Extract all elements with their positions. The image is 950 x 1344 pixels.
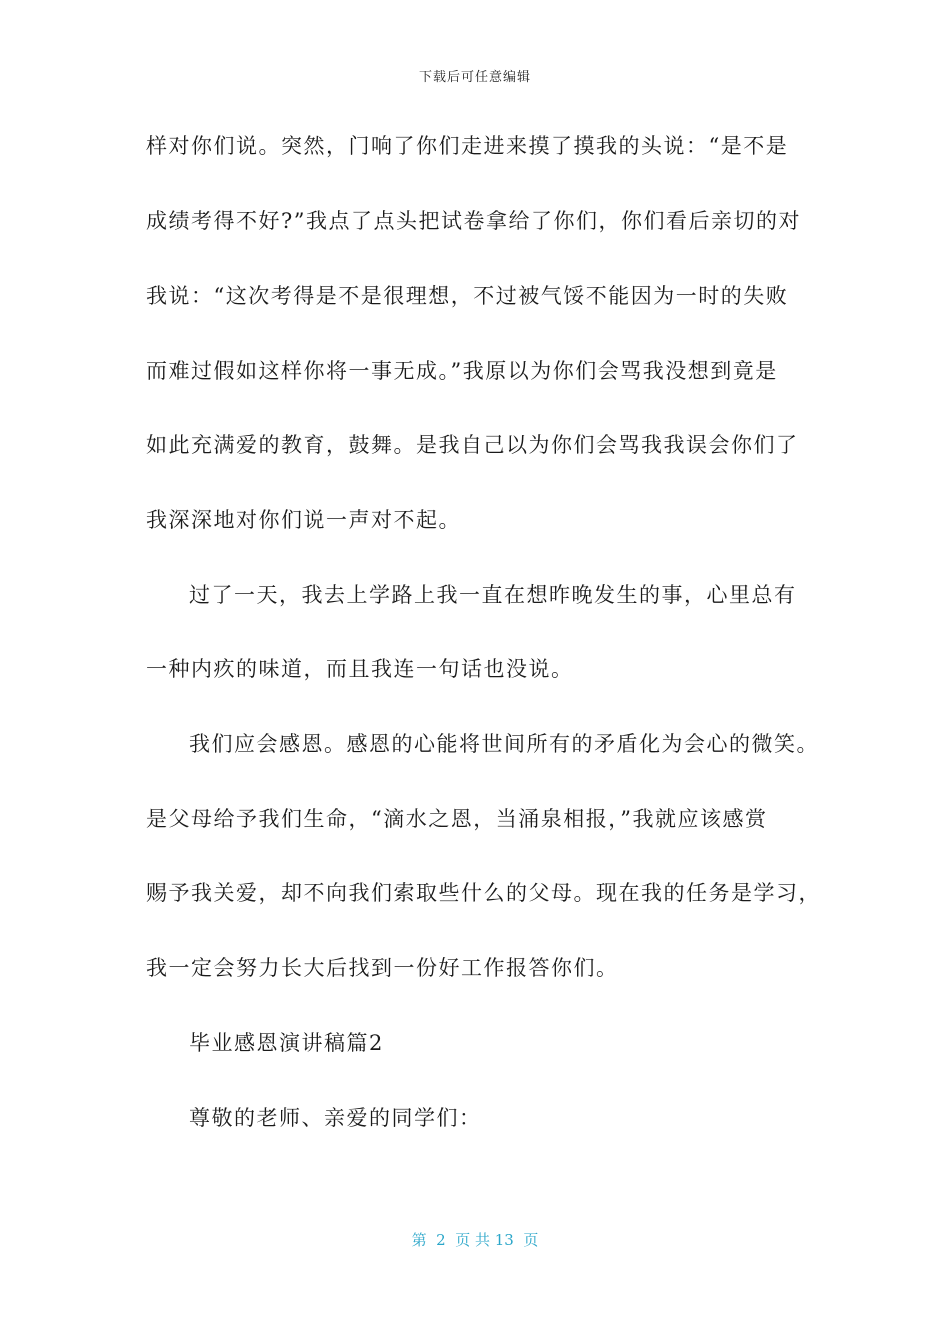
paragraph-line: 一种内疚的味道，而且我连一句话也没说。 bbox=[146, 657, 574, 681]
section-heading: 毕业感恩演讲稿篇2 bbox=[189, 1031, 384, 1055]
paragraph-line: 我说：“这次考得是不是很理想，不过被气馁不能因为一时的失败 bbox=[146, 284, 789, 308]
paragraph-line: 而难过假如这样你将一事无成。”我原以为你们会骂我没想到竟是 bbox=[146, 359, 778, 383]
page-footer: 第 2 页 共 13 页 bbox=[411, 1231, 539, 1249]
page-header: 下载后可任意编辑 bbox=[418, 70, 531, 85]
paragraph-line: 我一定会努力长大后找到一份好工作报答你们。 bbox=[146, 956, 619, 980]
paragraph-line: 样对你们说。突然，门响了你们走进来摸了摸我的头说：“是不是 bbox=[146, 134, 789, 158]
paragraph-line: 我们应会感恩。感恩的心能将世间所有的矛盾化为会心的微笑。 bbox=[189, 732, 819, 756]
paragraph-line: 赐予我关爱，却不向我们索取些什么的父母。现在我的任务是学习， bbox=[146, 881, 821, 905]
paragraph-line: 过了一天，我去上学路上我一直在想昨晚发生的事，心里总有 bbox=[189, 583, 797, 607]
paragraph-line: 成绩考得不好?”我点了点头把试卷拿给了你们，你们看后亲切的对 bbox=[146, 209, 801, 233]
paragraph-line: 是父母给予我们生命，“滴水之恩，当涌泉相报，”我就应该感赏 bbox=[146, 807, 768, 831]
salutation-line: 尊敬的老师、亲爱的同学们： bbox=[189, 1106, 482, 1130]
paragraph-line: 我深深地对你们说一声对不起。 bbox=[146, 508, 461, 532]
paragraph-line: 如此充满爱的教育，鼓舞。是我自己以为你们会骂我我误会你们了 bbox=[146, 433, 799, 457]
